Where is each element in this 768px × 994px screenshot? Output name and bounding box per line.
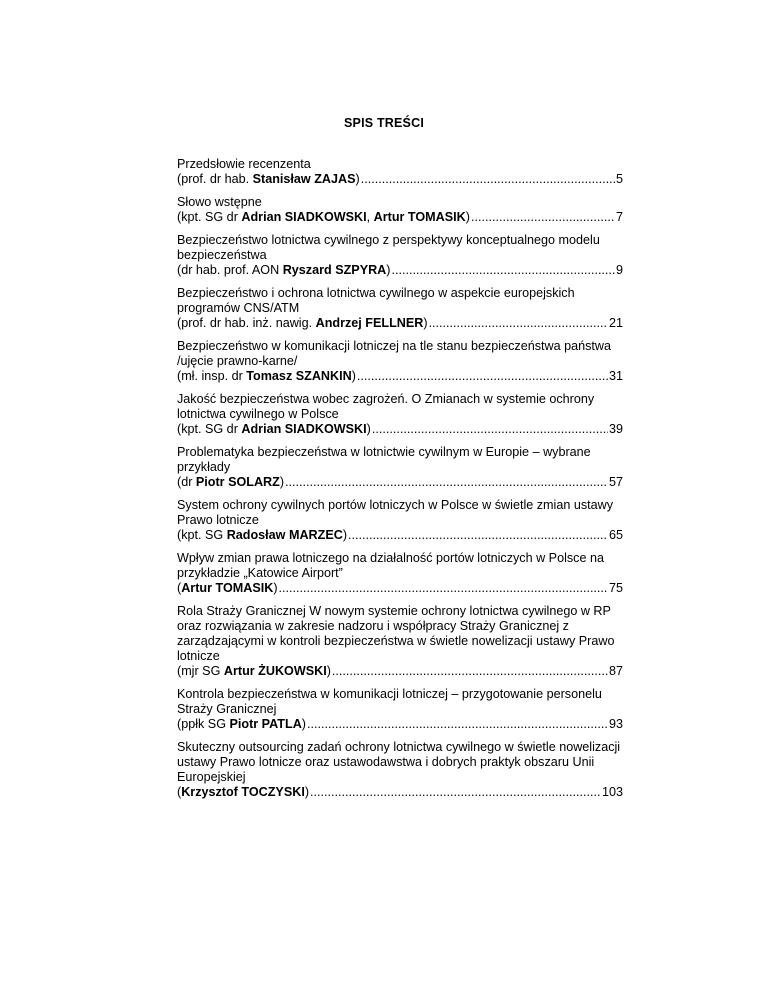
- dot-leader: [307, 717, 608, 732]
- toc-entry-author-line: [177, 422, 623, 437]
- toc-entry-author: (mł. insp. dr Tomasz SZANKIN): [177, 369, 356, 383]
- page-title: SPIS TREŚCI: [344, 116, 424, 130]
- dot-leader: [372, 422, 608, 437]
- toc-entry-author-line: [177, 717, 623, 732]
- toc-entry-author: (mjr SG Artur ŻUKOWSKI): [177, 664, 331, 678]
- toc-page-number: 103: [601, 785, 623, 799]
- toc-entry-author-line: [177, 172, 623, 187]
- toc-entry: [177, 551, 623, 596]
- toc-entry-author-line: [177, 664, 623, 679]
- toc-entry-title: Bezpieczeństwo lotnictwa cywilnego z perspektywy konceptualnego modelu bezpieczeństwa: [177, 233, 600, 262]
- toc-entry: [177, 392, 623, 437]
- toc-page-number: 93: [608, 717, 623, 731]
- toc-page-number: 57: [608, 475, 623, 489]
- toc-entry-author: (prof. dr hab. Stanisław ZAJAS): [177, 172, 360, 186]
- toc-page-number: 39: [608, 422, 623, 436]
- toc-entry-author-line: [177, 263, 623, 278]
- dot-leader: [310, 785, 601, 800]
- toc-entry-author-line: [177, 785, 623, 800]
- toc-page-number: 21: [608, 316, 623, 330]
- toc-entry-title: System ochrony cywilnych portów lotniczych w Polsce w świetle zmian ustawy Prawo lotnicze: [177, 498, 614, 527]
- toc-entry: [177, 740, 623, 800]
- toc-entry-author: (dr Piotr SOLARZ): [177, 475, 285, 489]
- toc-entry-title: Rola Straży Granicznej W nowym systemie ochrony lotnictwa cywilnego w RP oraz rozwiązania w zakresie nadzoru i współpracy Straży Granicznej z zarządzającymi w kontroli bezpieczeństwa w świetle nowelizacji ustawy Prawo lotnicze: [177, 604, 615, 663]
- toc-entry: [177, 286, 623, 331]
- toc-entry-author: (kpt. SG dr Adrian SIADKOWSKI): [177, 422, 371, 436]
- toc-entry: [177, 233, 623, 278]
- toc-entry-author-line: [177, 528, 623, 543]
- toc-entry-author: (Krzysztof TOCZYSKI): [177, 785, 310, 799]
- dot-leader: [361, 172, 615, 187]
- toc-entry: [177, 604, 623, 679]
- toc-page-number: 31: [608, 369, 623, 383]
- toc-entry-title: Problematyka bezpieczeństwa w lotnictwie cywilnym w Europie – wybrane przykłady: [177, 445, 591, 474]
- toc-entry: [177, 195, 623, 225]
- toc-entry-author: (dr hab. prof. AON Ryszard SZPYRA): [177, 263, 391, 277]
- toc-entry: [177, 157, 623, 187]
- toc-entry-author-line: [177, 210, 623, 225]
- toc-entry-title: Bezpieczeństwo i ochrona lotnictwa cywilnego w aspekcie europejskich programów CNS/ATM: [177, 286, 575, 315]
- toc-page-number: 9: [615, 263, 623, 277]
- toc-entry-title: Kontrola bezpieczeństwa w komunikacji lotniczej – przygotowanie personelu Straży Granicznej: [177, 687, 602, 716]
- toc-entry-title: Przedsłowie recenzenta: [177, 157, 311, 171]
- toc-entry-title: Bezpieczeństwo w komunikacji lotniczej na tle stanu bezpieczeństwa państwa /ujęcie prawno-karne/: [177, 339, 612, 368]
- toc-entry: [177, 339, 623, 384]
- toc-entry-title: Wpływ zmian prawa lotniczego na działalność portów lotniczych w Polsce na przykładzie „Katowice Airport”: [177, 551, 604, 580]
- toc-page-number: 75: [608, 581, 623, 595]
- toc-page-number: 7: [615, 210, 623, 224]
- toc-page-number: 5: [615, 172, 623, 186]
- toc-entry-author-line: [177, 369, 623, 384]
- toc-entry-title: Skuteczny outsourcing zadań ochrony lotnictwa cywilnego w świetle nowelizacji ustawy Prawo lotnicze oraz ustawodawstwa i dobrych praktyk obszaru Unii Europejskiej: [177, 740, 621, 784]
- dot-leader: [285, 475, 608, 490]
- toc-entry-title: Słowo wstępne: [177, 195, 262, 209]
- toc-entry-title: Jakość bezpieczeństwa wobec zagrożeń. O Zmianach w systemie ochrony lotnictwa cywilnego w Polsce: [177, 392, 595, 421]
- toc-entry-author-line: [177, 475, 623, 490]
- dot-leader: [471, 210, 615, 225]
- toc-entry-author: (prof. dr hab. inż. nawig. Andrzej FELLNER): [177, 316, 428, 330]
- toc-page-number: 65: [608, 528, 623, 542]
- dot-leader: [279, 581, 608, 596]
- toc-entry-author: (ppłk SG Piotr PATLA): [177, 717, 306, 731]
- toc-page-number: 87: [608, 664, 623, 678]
- toc-entry-author: (Artur TOMASIK): [177, 581, 278, 595]
- toc-entry: [177, 498, 623, 543]
- dot-leader: [429, 316, 608, 331]
- dot-leader: [392, 263, 615, 278]
- toc-entry-author-line: [177, 316, 623, 331]
- dot-leader: [348, 528, 608, 543]
- toc-entry-author-line: [177, 581, 623, 596]
- table-of-contents: [177, 157, 623, 808]
- toc-entry: [177, 687, 623, 732]
- dot-leader: [332, 664, 608, 679]
- toc-entry-author: (kpt. SG Radosław MARZEC): [177, 528, 348, 542]
- dot-leader: [357, 369, 608, 384]
- toc-entry: [177, 445, 623, 490]
- toc-entry-author: (kpt. SG dr Adrian SIADKOWSKI, Artur TOMASIK): [177, 210, 470, 224]
